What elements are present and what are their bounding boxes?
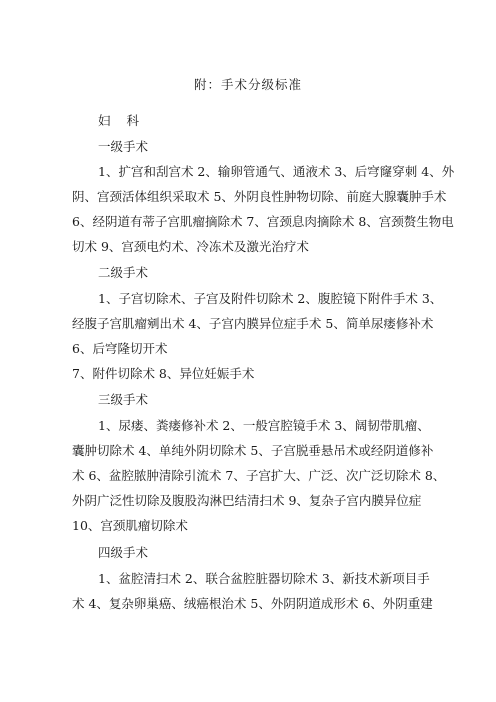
section-4-line: 术 4、复杂卵巢癌、绒癌根治术 5、外阴阴道成形术 6、外阴重建 (72, 596, 433, 611)
section-1-line: 切术 9、宫颈电灼术、冷冻术及激光治疗术 (72, 239, 309, 254)
section-1-line: 1、扩宫和刮宫术 2、输卵管通气、通液术 3、后穹窿穿刺 4、外 (98, 164, 455, 179)
section-2-line: 经腹子宫肌瘤剜出术 4、子宫内膜异位症手术 5、简单尿瘘修补术 (72, 316, 434, 331)
section-3-line: 外阴广泛性切除及腹股沟淋巴结清扫术 9、复杂子宫内膜异位症 (72, 493, 422, 508)
section-heading-level-4: 四级手术 (98, 545, 149, 560)
page-title: 附：手术分级标准 (193, 77, 302, 92)
section-heading-level-2: 二级手术 (98, 265, 149, 280)
section-3-line: 囊肿切除术 4、单纯外阴切除术 5、子宫脱垂悬吊术或经阴道修补 (72, 443, 434, 458)
section-3-line: 1、尿瘘、粪瘘修补术 2、一般宫腔镜手术 3、阔韧带肌瘤、 (98, 418, 430, 433)
section-2-line: 6、后穹隆切开术 (72, 341, 168, 356)
section-2-line: 1、子宫切除术、子宫及附件切除术 2、腹腔镜下附件手术 3、 (98, 291, 443, 306)
section-4-line: 1、盆腔清扫术 2、联合盆腔脏器切除术 3、新技术新项目手 (98, 571, 430, 586)
section-1-line: 阴、宫颈活体组织采取术 5、外阴良性肿物切除、前庭大腺囊肿手术 (72, 189, 447, 204)
section-2-line: 7、附件切除术 8、异位妊娠手术 (72, 366, 255, 381)
department-label: 妇 科 (98, 113, 145, 128)
section-3-line: 10、宫颈肌瘤切除术 (72, 518, 188, 533)
section-1-line: 6、经阴道有蒂子宫肌瘤摘除术 7、宫颈息肉摘除术 8、宫颈赘生物电 (72, 214, 454, 229)
section-3-line: 术 6、盆腔脓肿清除引流术 7、子宫扩大、广泛、次广泛切除术 8、 (72, 468, 446, 483)
section-heading-level-1: 一级手术 (98, 139, 149, 154)
section-heading-level-3: 三级手术 (98, 392, 149, 407)
